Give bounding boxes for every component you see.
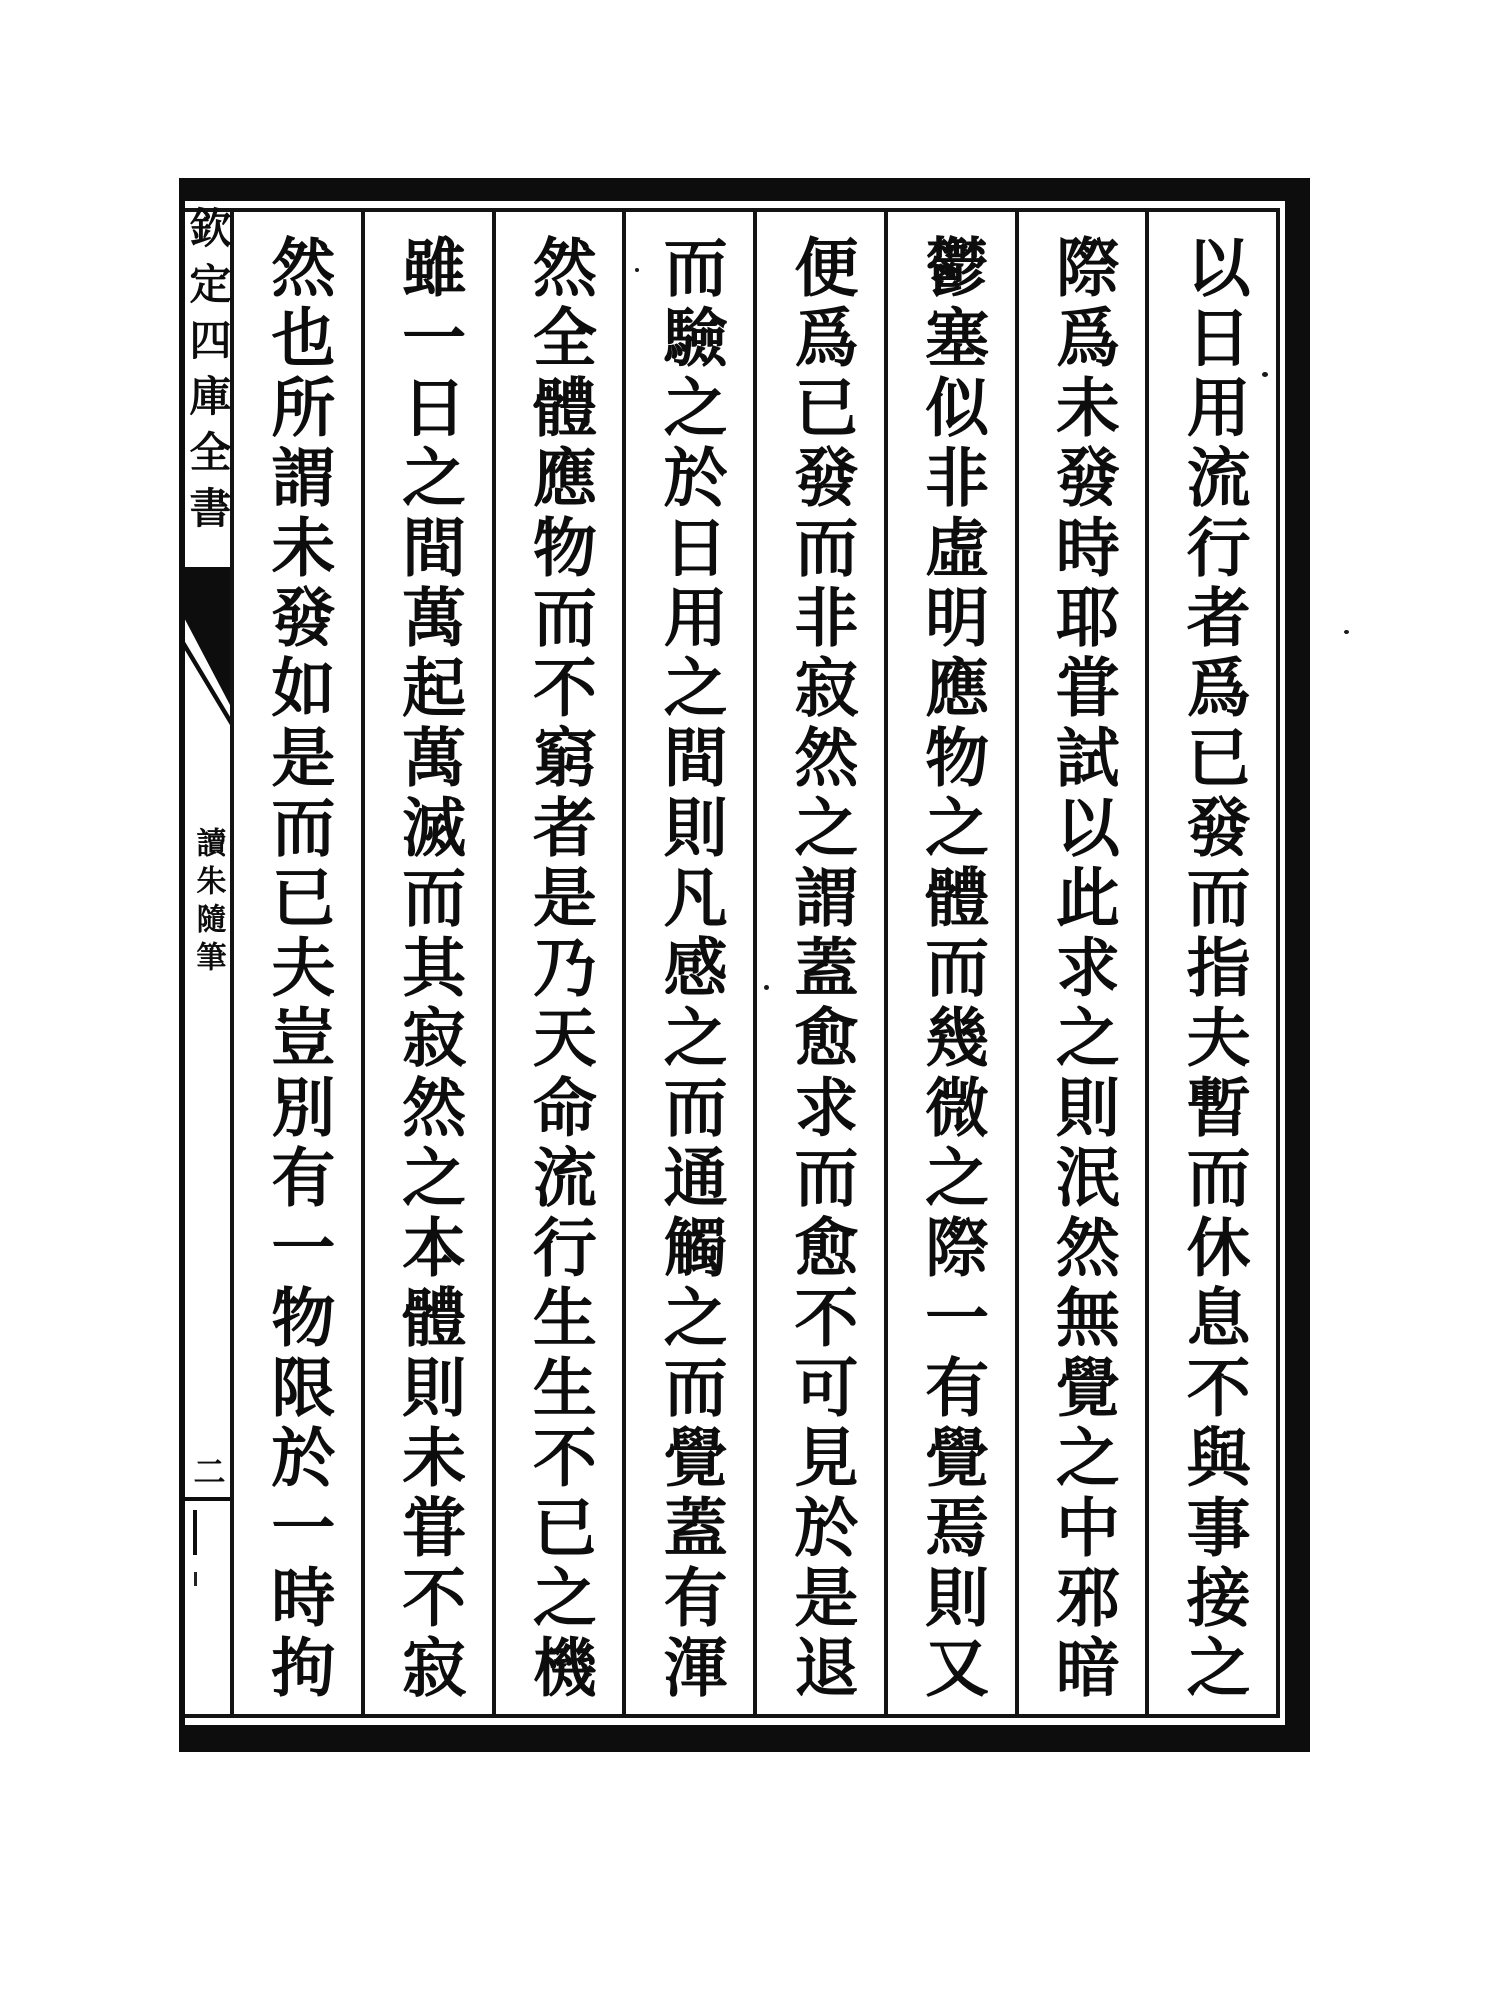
- ink-speck: [635, 268, 639, 272]
- collection-title: 欽定四庫全書: [183, 206, 233, 542]
- column-text: 而驗之於日用之間則凡感之而通觸之而覺蓋有渾: [652, 234, 728, 1704]
- page-frame-interior: [185, 201, 1285, 1725]
- banxin-divider-line: [179, 1497, 230, 1501]
- binding-tick: [193, 1510, 197, 1555]
- column-text: 然也所謂未發如是而已夫豈別有一物限於一時拘: [260, 234, 336, 1704]
- page-frame: [179, 178, 1310, 1752]
- column-text: 鬱塞似非虛明應物之體而幾微之際一有覺焉則又: [914, 234, 990, 1704]
- banxin-fold-column: [183, 206, 233, 1714]
- text-column-3: [884, 212, 1015, 1714]
- column-text: 際爲未發時耶甞試以此求之則泯然無覺之中邪暗: [1044, 234, 1120, 1704]
- text-column-5: [622, 212, 753, 1714]
- ink-speck: [1344, 630, 1349, 634]
- ink-speck: [1262, 372, 1268, 377]
- page-number: 二: [188, 1455, 227, 1487]
- column-text: 以日用流行者爲已發而指夫暫而休息不與事接之: [1175, 234, 1251, 1704]
- column-text: 雖一日之間萬起萬滅而其寂然之本體則未甞不寂: [391, 234, 467, 1704]
- ink-speck: [764, 985, 769, 990]
- text-column-7: [361, 212, 492, 1714]
- text-column-4: [753, 212, 884, 1714]
- book-title: 讀朱隨筆: [190, 827, 226, 979]
- column-text: 便爲已發而非寂然之謂蓋愈求而愈不可見於是退: [783, 234, 859, 1704]
- text-columns: [183, 206, 1276, 1714]
- text-column-6: [492, 212, 623, 1714]
- binding-tick: [194, 1572, 197, 1586]
- text-column-2: [1015, 212, 1146, 1714]
- text-column-1: [1145, 212, 1276, 1714]
- column-text: 然全體應物而不窮者是乃天命流行生生不已之機: [521, 234, 597, 1704]
- text-column-8: [230, 212, 361, 1714]
